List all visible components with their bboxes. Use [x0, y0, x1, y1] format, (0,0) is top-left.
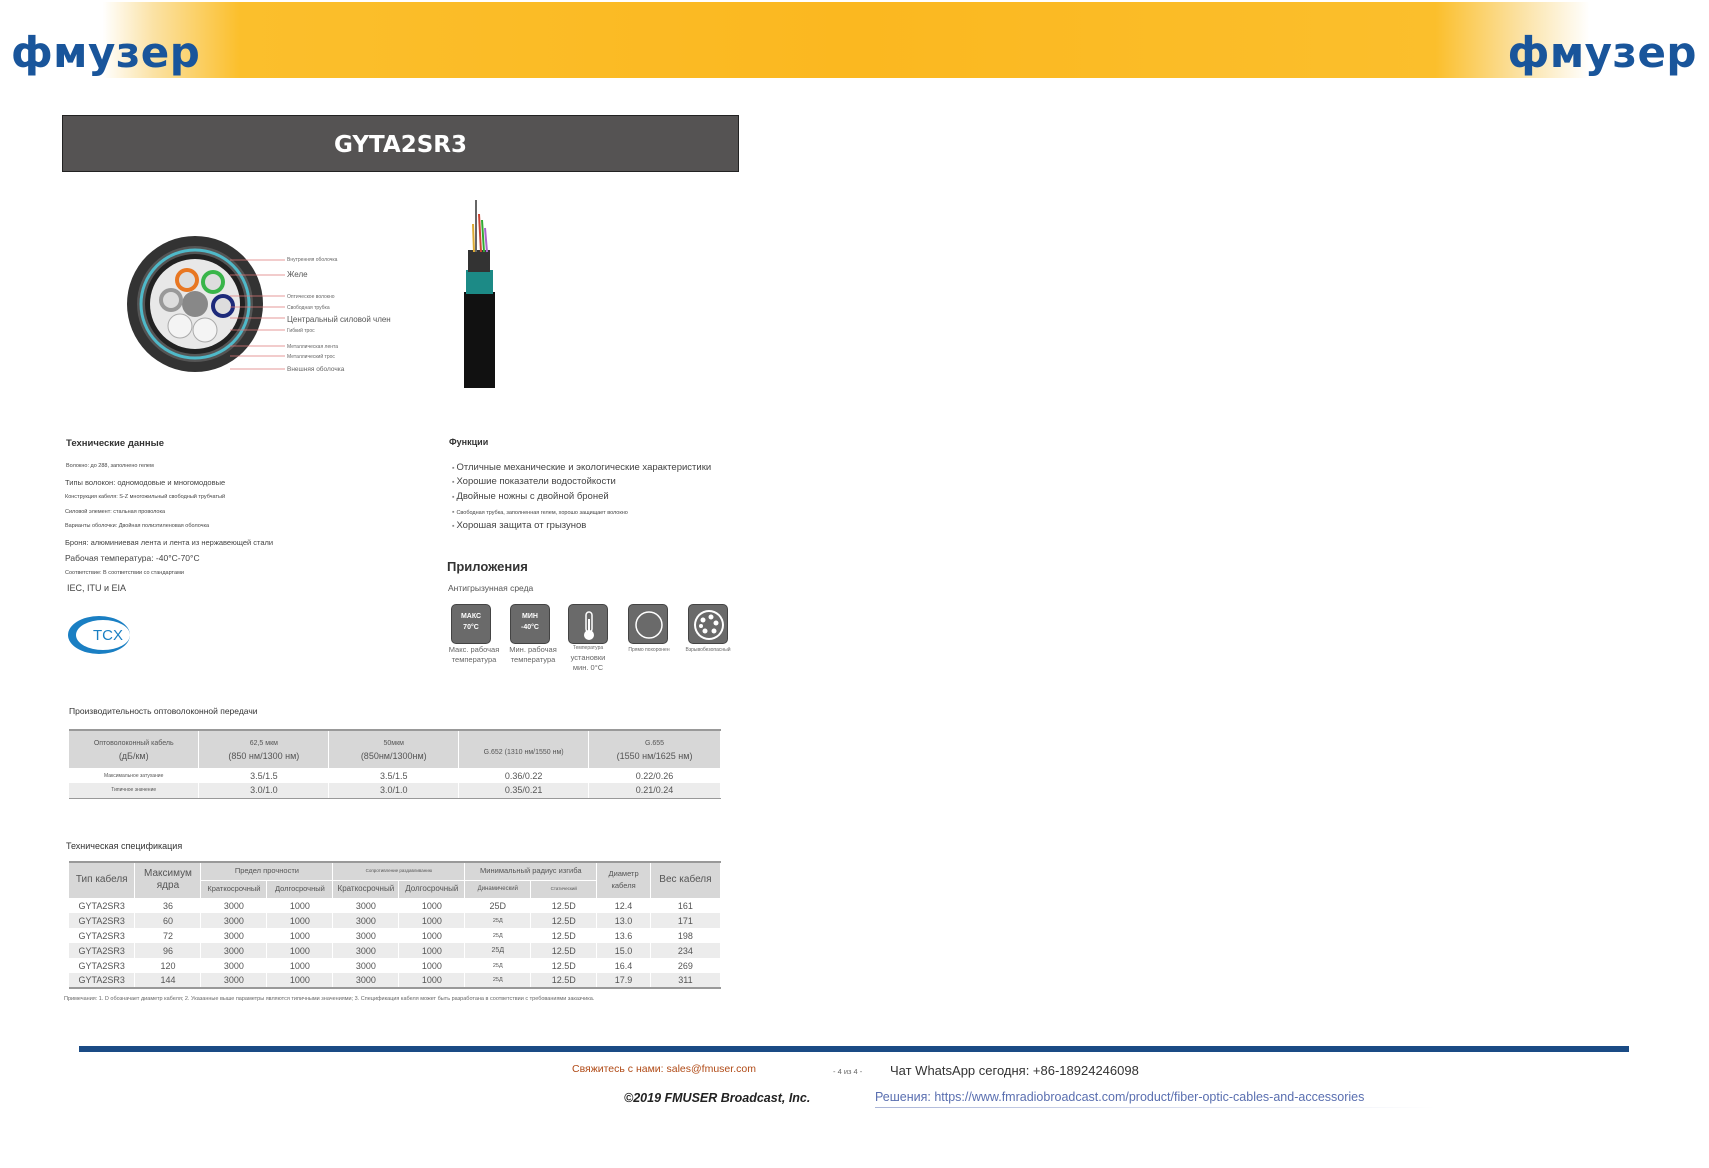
- thermometer-icon: [568, 604, 608, 644]
- tech-line-fiber: Волокно: до 288, заполнено гелем: [66, 463, 154, 469]
- functions-title: Функции: [449, 437, 489, 447]
- page-number: - 4 из 4 -: [833, 1067, 863, 1076]
- spec-header-tensile: Предел прочности: [201, 862, 333, 880]
- footer-divider: [79, 1046, 1629, 1052]
- tech-line-armor: Броня: алюминиевая лента и лента из нержавеющей стали: [65, 538, 274, 547]
- performance-title: Производительность оптоволоконной передачи: [69, 706, 258, 716]
- table-row: Типичное значение 3.0/1.0 3.0/1.0 0.35/0.21 0.21/0.24: [69, 783, 721, 798]
- perf-header: G.655 (1550 нм/1625 нм): [589, 730, 721, 768]
- thermometer-glyph: [569, 605, 609, 645]
- function-item: ▪ Хорошие показатели водостойкости: [452, 476, 616, 487]
- install-temp-caption-top: Температура: [572, 645, 604, 651]
- whatsapp-link[interactable]: Чат WhatsApp сегодня: +86-18924246098: [890, 1063, 1139, 1078]
- spec-header-type: Тип кабеля: [69, 862, 135, 898]
- function-item: ▪ Отличные механические и экологические характеристики: [452, 462, 711, 473]
- install-temp-caption: установки мин. 0°C: [570, 653, 606, 672]
- max-temp-label: МАКС: [460, 613, 482, 620]
- tech-line-fiber-types: Типы волокон: одномодовые и многомодовые: [65, 478, 226, 487]
- tech-line-sheath: Варианты оболочки: Двойная полиэтиленовая оболочка: [65, 523, 210, 529]
- tech-line-strength: Силовой элемент: стальная проволока: [65, 509, 166, 515]
- cs-label-jelly: Желе: [287, 270, 308, 279]
- spec-header-crush: Сопротивление раздавливанию: [333, 862, 465, 880]
- tech-line-compliance: Соответствие: В соответствии со стандартами: [65, 570, 184, 576]
- cable-core-caption: Взрывобезопасный: [685, 647, 731, 653]
- cable-core-icon: [688, 604, 728, 644]
- cs-label-central-member: Центральный силовой член: [287, 315, 391, 324]
- spec-header-long2: Долгосрочный: [399, 880, 465, 898]
- max-temp-value: 70°C: [463, 624, 479, 631]
- table-row: Максимальное затухание 3.5/1.5 3.5/1.5 0.36/0.22 0.22/0.26: [69, 768, 721, 783]
- spec-note: Примечания: 1. D обозначает диаметр кабеля; 2. Указанные выше параметры являются типичными значениями; 3. Спецификация кабеля может быть разработана в соответствии с требованиями заказчика.: [64, 996, 595, 1002]
- title-bar: [62, 115, 739, 172]
- solutions-underline: [875, 1107, 1435, 1108]
- spec-header-short: Краткосрочный: [201, 880, 267, 898]
- logo-left: фмузер: [11, 28, 201, 77]
- cs-label-inner-sheath: Внутренняя оболочка: [287, 257, 338, 263]
- cs-label-flex-rope: Гибкий трос: [287, 328, 315, 334]
- cs-label-optical-fiber: Оптическое волокно: [287, 294, 335, 300]
- spec-header-short2: Краткосрочный: [333, 880, 399, 898]
- max-temp-caption: Макс. рабочая температура: [448, 645, 500, 664]
- spec-header-max-cores: Максимум ядра: [135, 862, 201, 898]
- cable-core-glyph: [689, 605, 729, 645]
- function-item: ▪ Свободная трубка, заполненная гелем, хорошо защищает волокно: [452, 509, 628, 516]
- table-row: GYTA2SR3 60 3000 1000 3000 1000 25Д 12.5D 13.0 171: [69, 913, 721, 928]
- applications-title: Приложения: [447, 559, 528, 574]
- spec-header-static: Статический: [531, 880, 597, 898]
- tech-line-temperature: Рабочая температура: -40°C-70°C: [65, 553, 200, 563]
- spec-table: [69, 861, 721, 989]
- direct-buried-caption: Прямо похоронен: [628, 647, 670, 653]
- perf-header: 50мкм (850нм/1300нм): [329, 730, 459, 768]
- spec-header-dynamic: Динамический: [465, 880, 531, 898]
- contact-email-link[interactable]: Свяжитесь с нами: sales@fmuser.com: [572, 1063, 756, 1075]
- logo-right: фмузер: [1507, 28, 1697, 77]
- max-temp-icon: [451, 604, 491, 644]
- perf-header: 62,5 мкм (850 нм/1300 нм): [199, 730, 329, 768]
- min-temp-label: МИН: [522, 613, 538, 620]
- page-title: GYTA2SR3: [333, 132, 467, 158]
- table-row: GYTA2SR3 120 3000 1000 3000 1000 25Д 12.5D 16.4 269: [69, 958, 721, 973]
- leader-lines: [230, 255, 290, 375]
- solutions-link[interactable]: Решения: https://www.fmradiobroadcast.com/product/fiber-optic-cables-and-accessories: [875, 1090, 1365, 1104]
- cs-label-metal-wire: Металлический трос: [287, 354, 335, 360]
- perf-header: Оптоволоконный кабель (дБ/км): [69, 730, 199, 768]
- tcx-logo: [67, 614, 131, 656]
- cs-label-metal-tape: Металлическая лента: [287, 344, 339, 350]
- min-temp-icon: [510, 604, 550, 644]
- table-row: GYTA2SR3 36 3000 1000 3000 1000 25D 12.5D 12.4 161: [69, 898, 721, 913]
- spec-title: Техническая спецификация: [66, 841, 183, 851]
- direct-buried-icon: [628, 604, 668, 644]
- circle-glyph: [629, 605, 669, 645]
- tech-line-construction: Конструкция кабеля: S-Z многожильный свободный трубчатый: [65, 494, 226, 500]
- performance-table: [69, 729, 721, 799]
- table-row: GYTA2SR3 72 3000 1000 3000 1000 25Д 12.5D 13.6 198: [69, 928, 721, 943]
- spec-header-long: Долгосрочный: [267, 880, 333, 898]
- cs-label-loose-tube: Свободная трубка: [287, 305, 330, 311]
- table-row: GYTA2SR3 96 3000 1000 3000 1000 25Д 12.5D 15.0 234: [69, 943, 721, 958]
- cs-label-outer-sheath: Внешняя оболочка: [287, 366, 345, 373]
- applications-subtitle: Антигрызунная среда: [448, 583, 534, 593]
- spec-header-weight: Вес кабеля: [650, 862, 720, 898]
- tcx-logo-text: TCX: [93, 627, 123, 644]
- header-banner: [0, 2, 1709, 78]
- tech-data-title: Технические данные: [66, 438, 165, 449]
- min-temp-value: -40°C: [521, 624, 539, 631]
- cable-side-image: [460, 200, 500, 390]
- table-row: GYTA2SR3 144 3000 1000 3000 1000 25Д 12.5D 17.9 311: [69, 973, 721, 988]
- spec-header-bend: Минимальный радиус изгиба: [465, 862, 597, 880]
- function-item: ▪ Двойные ножны с двойной броней: [452, 491, 609, 502]
- perf-header: G.652 (1310 нм/1550 нм): [459, 730, 589, 768]
- copyright: ©2019 FMUSER Broadcast, Inc.: [624, 1091, 811, 1105]
- spec-header-diameter: Диаметр кабеля: [597, 862, 651, 898]
- function-item: ▪ Хорошая защита от грызунов: [452, 520, 586, 531]
- tech-line-standards: IEC, ITU и EIA: [67, 583, 127, 593]
- min-temp-caption: Мин. рабочая температура: [509, 645, 557, 664]
